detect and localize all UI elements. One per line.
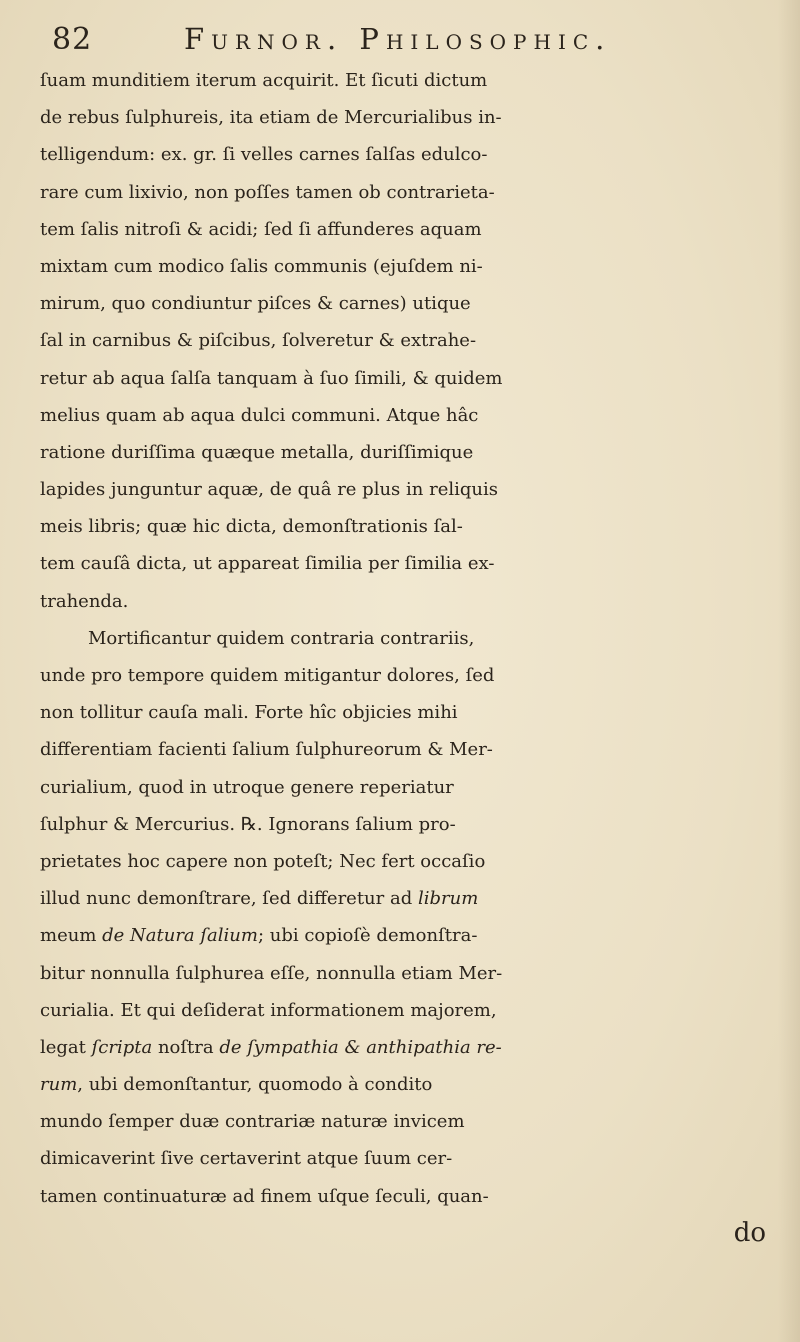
text-line: mixtam cum modico ſalis communis (ejuſdem ni- <box>40 255 483 277</box>
body-text <box>40 62 782 1252</box>
text-line: mundo ſemper duæ contrariæ naturæ invicem <box>40 1111 465 1133</box>
text-line: telligendum: ex. gr. ſi velles carnes ſalſas edulco- <box>40 144 488 166</box>
text-line: differentiam facienti ſalium ſulphureorum & Mer- <box>40 739 493 761</box>
text-segment: noſtra <box>157 1036 214 1058</box>
text-line: unde pro tempore quidem mitigantur dolores, ſed <box>40 665 495 686</box>
text-line: tem ſalis nitroſi & acidi; ſed ſi affunderes aquam <box>40 218 482 240</box>
text-segment: ; ubi copioſè demonſtra- <box>257 925 478 947</box>
text-line: tem cauſâ dicta, ut appareat ſimilia per ſimilia ex- <box>40 553 495 575</box>
running-head: Furnor. Philosophic. <box>184 22 612 56</box>
text-line: retur ab aqua ſalſa tanquam à ſuo ſimili, & quidem <box>40 367 503 389</box>
paragraph-start-line: Mortificantur quidem contraria contrariis, <box>88 627 475 649</box>
page-header <box>52 18 772 62</box>
text-line: tamen continuaturæ ad finem uſque ſeculi, quan- <box>40 1185 489 1207</box>
text-line: curialium, quod in utroque genere reperiatur <box>40 776 454 798</box>
catchword: do <box>733 1217 766 1248</box>
text-segment: illud nunc demonſtrare, ſed differetur ad <box>40 888 413 910</box>
text-line <box>40 880 782 917</box>
text-line: melius quam ab aqua dulci communi. Atque hâc <box>40 404 479 426</box>
italic-segment: ſcripta <box>91 1036 153 1058</box>
text-line: ſuam munditiem iterum acquirit. Et ſicuti dictum <box>40 70 488 91</box>
text-line: rare cum lixivio, non poſſes tamen ob contrarieta- <box>40 181 495 203</box>
text-line: ſal in carnibus & piſcibus, ſolveretur & extrahe- <box>40 330 477 352</box>
text-line: trahenda. <box>40 590 129 612</box>
text-line: non tollitur cauſa mali. Forte hîc objicies mihi <box>40 702 458 724</box>
text-line: ſulphur & Mercurius. ℞. Ignorans ſalium pro- <box>40 813 456 835</box>
italic-title: de Natura ſalium <box>102 925 258 947</box>
text-line <box>40 1066 782 1103</box>
text-line: meis libris; quæ hic dicta, demonſtrationis ſal- <box>40 516 463 538</box>
text-line: dimicaverint ſive certaverint atque ſuum cer- <box>40 1148 453 1170</box>
italic-segment: rum <box>40 1074 78 1096</box>
text-line: de rebus ſulphureis, ita etiam de Mercurialibus in- <box>40 107 502 129</box>
text-line <box>40 917 782 954</box>
text-line: mirum, quo condiuntur piſces & carnes) utique <box>40 293 471 315</box>
text-line: ratione duriſſima quæque metalla, duriſſimique <box>40 441 474 463</box>
text-line: curialia. Et qui deſiderat informationem majorem, <box>40 999 497 1021</box>
text-segment: legat <box>40 1036 86 1058</box>
text-line <box>40 1029 782 1066</box>
italic-title: de ſympathia & anthipathia re- <box>219 1036 502 1058</box>
text-line: lapides junguntur aquæ, de quâ re plus in reliquis <box>40 479 498 501</box>
page-number: 82 <box>52 22 93 57</box>
text-segment: , ubi demonſtantur, quomodo à condito <box>77 1074 433 1096</box>
text-line: prietates hoc capere non poteſt; Nec fert occaſio <box>40 850 486 872</box>
italic-segment: librum <box>417 888 479 910</box>
text-segment: meum <box>40 925 97 947</box>
text-line: bitur nonnulla ſulphurea eſſe, nonnulla etiam Mer- <box>40 962 503 984</box>
